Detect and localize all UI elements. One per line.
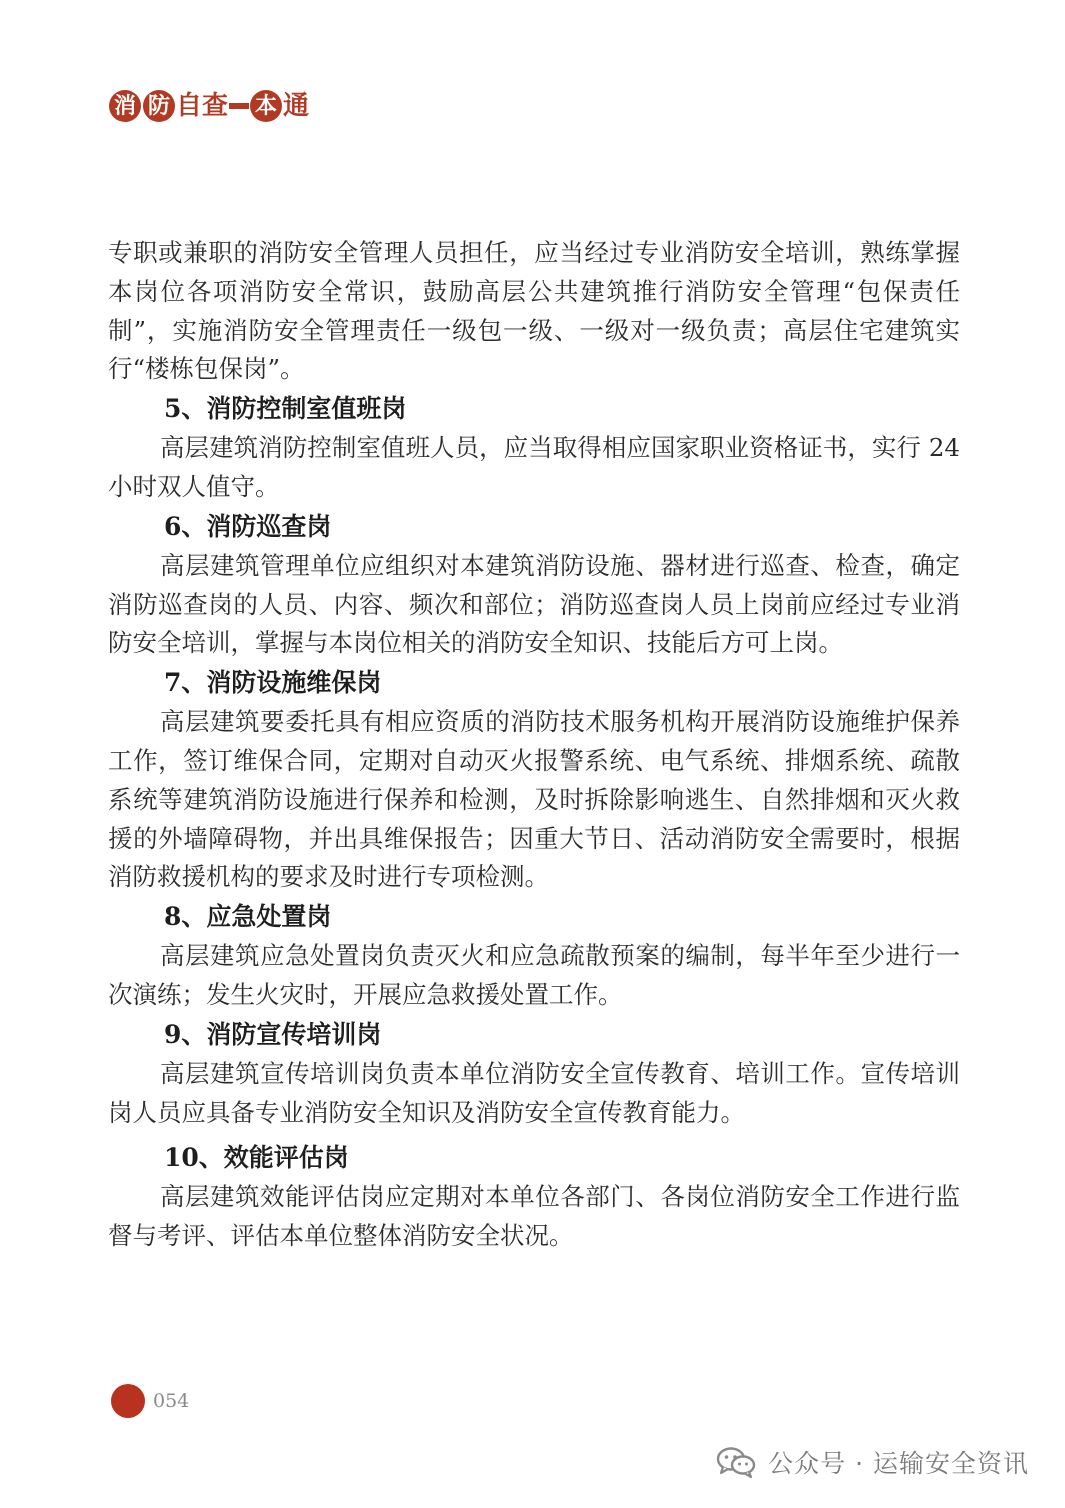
section-heading: 6、消防巡查岗 [164,511,332,541]
logo-char-6: 本 [250,90,282,122]
section-paragraph: 高层建筑管理单位应组织对本建筑消防设施、器材进行巡查、检查，确定消防巡查岗的人员、内容、频次和部位；消防巡查岗人员上岗前应经过专业消防安全培训，掌握与本岗位相关的消防安全知识、技能后方可上岗。 [108,550,960,658]
logo-char-3: 自 [176,91,203,121]
section-paragraph: 高层建筑宣传培训岗负责本单位消防安全宣传教育、培训工作。宣传培训岗人员应具备专业消防安全知识及消防安全宣传教育能力。 [108,1058,960,1127]
wechat-icon [716,1446,756,1478]
logo-char-4: 查 [202,91,229,121]
section-heading: 8、应急处置岗 [164,902,332,932]
section-10 [108,1138,960,1256]
logo-char-1: 消 [109,90,141,122]
watermark-text: 公众号 · 运输安全资讯 [768,1449,1029,1478]
section-heading: 10、效能评估岗 [164,1143,349,1173]
section-heading: 9、消防宣传培训岗 [164,1019,382,1049]
intro-paragraph: 专职或兼职的消防安全管理人员担任，应当经过专业消防安全培训，熟练掌握本岗位各项消防安全常识，鼓励高层公共建筑推行消防安全管理“包保责任制”，实施消防安全管理责任一级包一级、一级对一级负责；高层住宅建筑实行“楼栋包保岗”。 [108,238,960,384]
section-heading: 7、消防设施维保岗 [164,668,382,698]
page-number-block [111,1384,189,1418]
page-number: 054 [153,1390,190,1412]
section-paragraph: 高层建筑应急处置岗负责灭火和应急疏散预案的编制，每半年至少进行一次演练；发生火灾时，开展应急救援处置工作。 [108,941,960,1009]
section-paragraph: 高层建筑消防控制室值班人员，应当取得相应国家职业资格证书，实行 24 小时双人值守。 [108,433,960,501]
watermark [716,1444,1029,1480]
section-7 [108,663,960,897]
section-9 [108,1015,960,1133]
logo-char-7: 通 [283,91,310,121]
section-6 [108,507,960,663]
page-body [108,234,960,1256]
section-paragraph: 高层建筑要委托具有相应资质的消防技术服务机构开展消防设施维护保养工作，签订维保合同，定期对自动灭火报警系统、电气系统、排烟系统、疏散系统等建筑消防设施进行保养和检测，及时拆除影响逃生、自然排烟和灭火救援的外墙障碍物，并出具维保报告；因重大节日、活动消防安全需要时，根据消防救援机构的要求及时进行专项检测。 [108,707,960,892]
logo-char-2: 防 [143,90,175,122]
logo-dash-one [229,103,249,109]
section-8 [108,897,960,1015]
page-dot-icon [111,1384,145,1418]
section-heading: 5、消防控制室值班岗 [164,394,407,424]
section-paragraph: 高层建筑效能评估岗应定期对本单位各部门、各岗位消防安全工作进行监督与考评、评估本单位整体消防安全状况。 [108,1182,960,1251]
book-series-logo [108,86,309,126]
section-5 [108,389,960,507]
